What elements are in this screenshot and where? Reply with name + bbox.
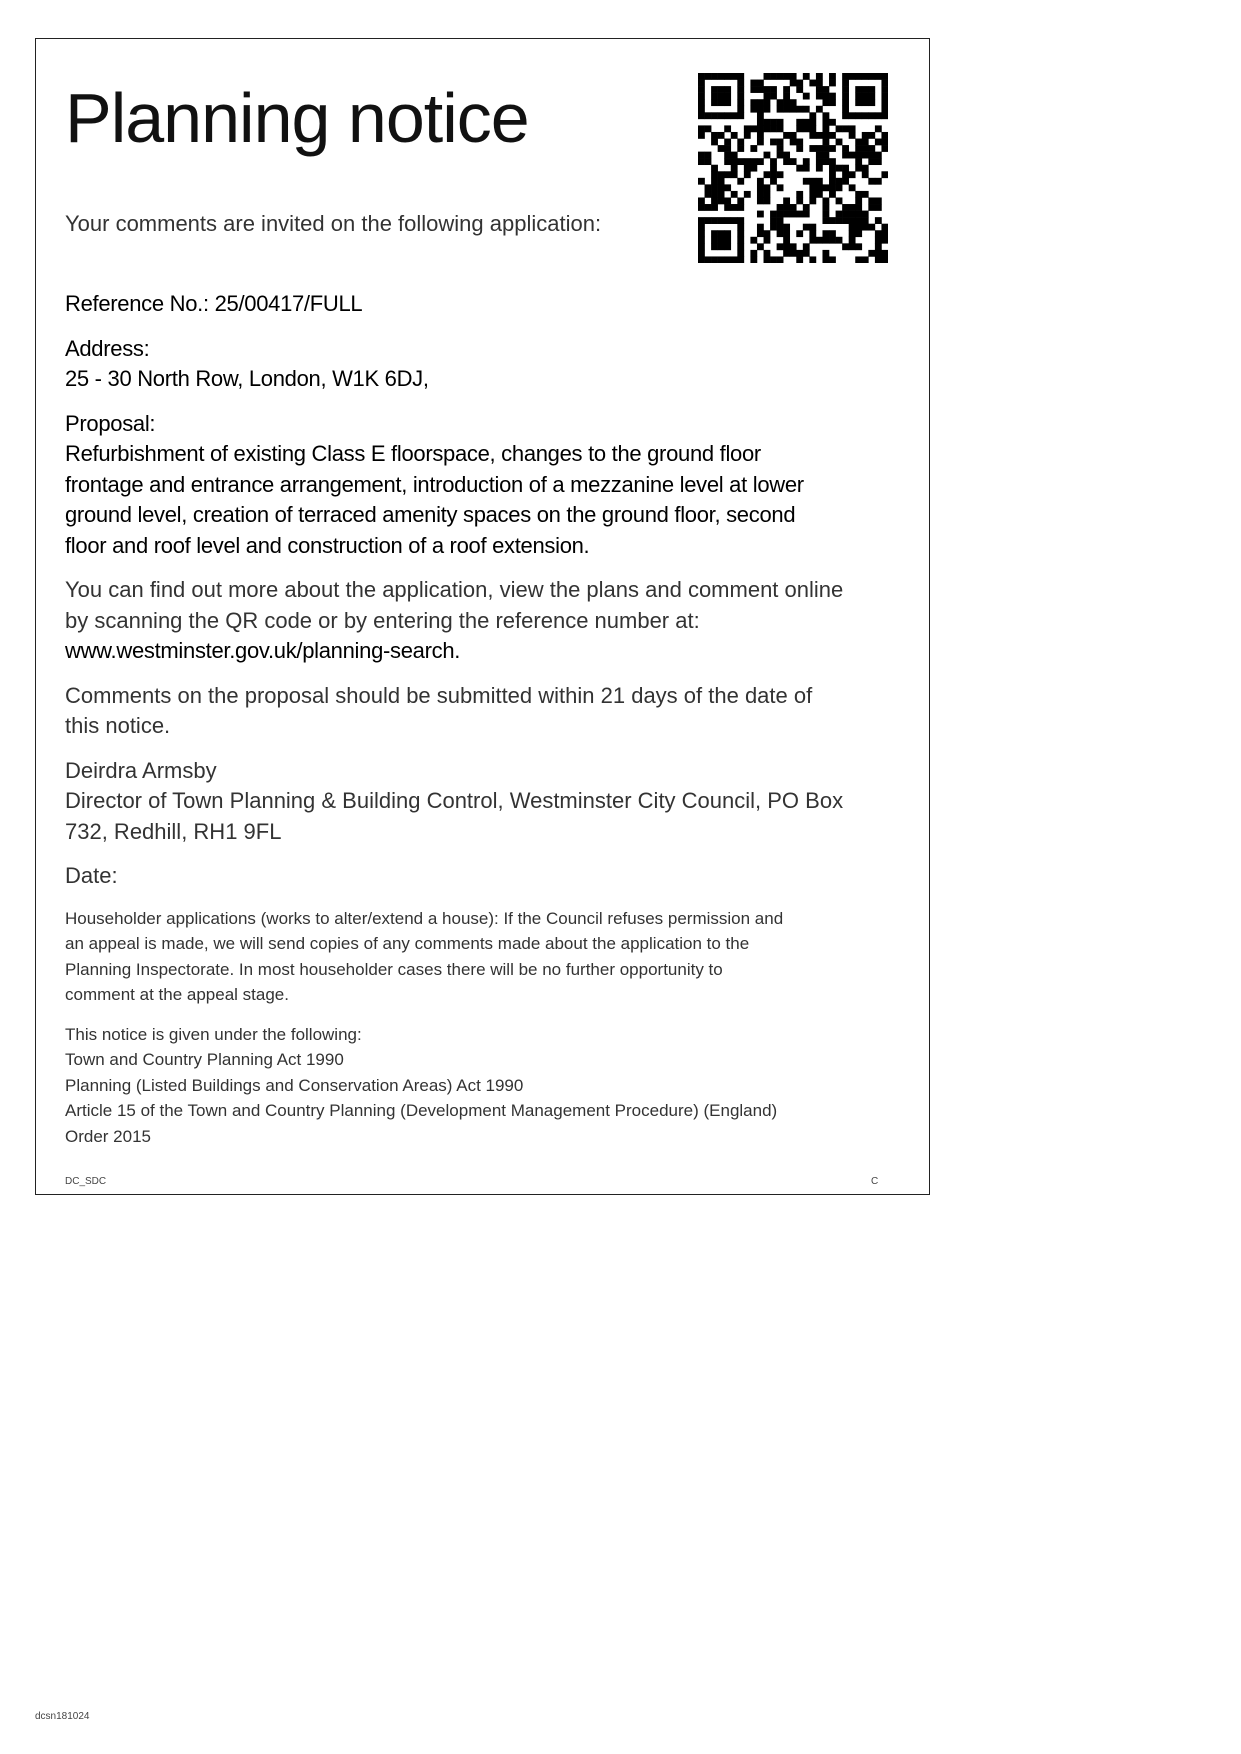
qr-code-icon[interactable] [698, 73, 888, 263]
intro-text: Your comments are invited on the following application: [65, 211, 602, 236]
comments-line: this notice. [65, 713, 171, 738]
comments-line: Comments on the proposal should be submitted within 21 days of the date of [65, 682, 813, 708]
planning-notice-card [35, 38, 930, 1195]
householder-line: comment at the appeal stage. [65, 985, 289, 1004]
signatory-title-line: 732, Redhill, RH1 9FL [65, 818, 282, 844]
proposal-label: Proposal: [65, 410, 156, 436]
more-info-line: by scanning the QR code or by entering the reference number at: [65, 607, 700, 633]
legislation-line: This notice is given under the following: [65, 1024, 362, 1044]
comments-deadline [65, 681, 895, 742]
date-label: Date: [65, 863, 118, 888]
signatory-title-line: Director of Town Planning & Building Control, Westminster City Council, PO Box [65, 788, 844, 813]
page-code: dcsn181024 [35, 1711, 90, 1722]
householder-line: Householder applications (works to alter/extend a house): If the Council refuses permission and [65, 908, 784, 928]
notice-body [65, 289, 895, 1163]
proposal-line: frontage and entrance arrangement, introduction of a mezzanine level at lower [65, 471, 804, 497]
page-title: Planning notice [65, 79, 529, 157]
legislation-line: Town and Country Planning Act 1990 [65, 1050, 344, 1069]
proposal-line: ground level, creation of terraced amenity spaces on the ground floor, second [65, 502, 796, 527]
proposal-line: floor and roof level and construction of a roof extension. [65, 532, 590, 558]
footer-code-right: C [871, 1176, 879, 1187]
legislation-line: Article 15 of the Town and Country Planning (Development Management Procedure) (England) [65, 1101, 778, 1120]
householder-line: Planning Inspectorate. In most householder cases there will be no further opportunity to [65, 959, 723, 979]
householder-section [65, 906, 895, 1008]
signatory-section [65, 756, 895, 848]
address-section [65, 334, 895, 395]
footer-code-left: DC_SDC [65, 1176, 107, 1187]
more-info-line: You can find out more about the application, view the plans and comment online [65, 577, 844, 602]
reference-number: Reference No.: 25/00417/FULL [65, 291, 363, 316]
legislation-section [65, 1022, 895, 1150]
householder-line: an appeal is made, we will send copies of any comments made about the application to the [65, 934, 750, 953]
signatory-name: Deirdra Armsby [65, 757, 217, 783]
address-value: 25 - 30 North Row, London, W1K 6DJ, [65, 366, 429, 391]
more-info-section [65, 575, 895, 667]
legislation-line: Planning (Listed Buildings and Conservation Areas) Act 1990 [65, 1075, 524, 1095]
proposal-section [65, 409, 895, 562]
website-link[interactable]: www.westminster.gov.uk/planning-search. [65, 638, 461, 663]
proposal-line: Refurbishment of existing Class E floorspace, changes to the ground floor [65, 441, 761, 466]
legislation-line: Order 2015 [65, 1126, 151, 1146]
address-label: Address: [65, 335, 150, 361]
